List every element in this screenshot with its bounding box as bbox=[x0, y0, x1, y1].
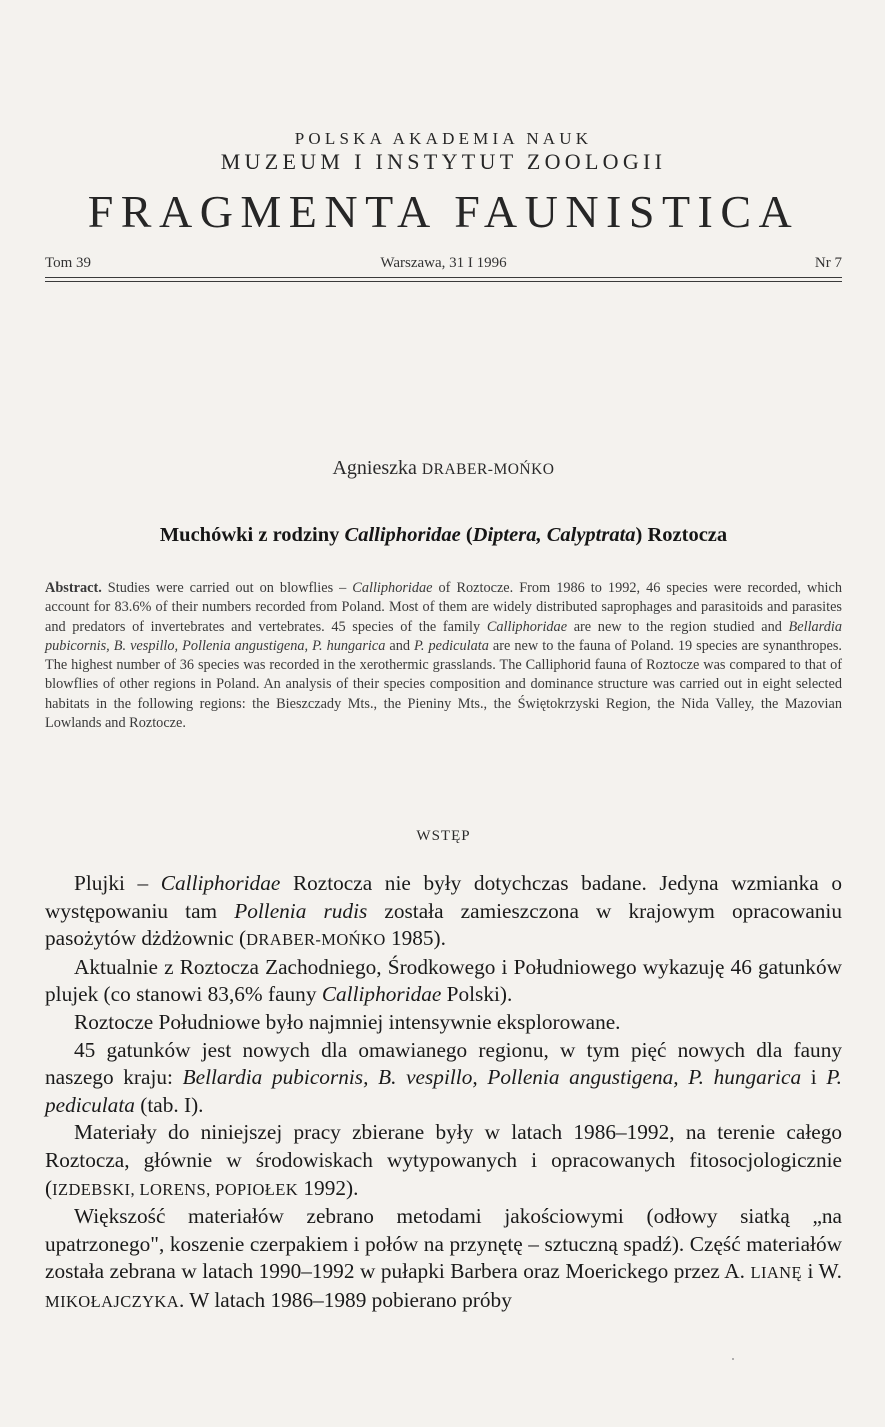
abstract-label: Abstract. bbox=[45, 580, 102, 596]
abstract: Abstract. Studies were carried out on blowflies – Calliphoridae of Roztocze. From 1986 to 1992, 46 species were recorded, which account for 83.6% of their numbers recorded from Poland. Most of them are widely distributed saprophages and parasitoids and parasites and predators of invertebrates and vertebrates. 45 species of the family Calliphoridae are new to the region studied and Bellardia pubicornis, B. vespillo, Pollenia angustigena, P. hungarica and P. pediculata are new to the fauna of Poland. 19 species are synanthropes. The highest number of 36 species was recorded in the xerothermic grasslands. The Calliphorid fauna of Roztocze was compared to that of blowflies of other regions in Poland. An analysis of their species composition and dominance structure was carried out in eight selected habitats in the following regions: the Bieszczady Mts., the Pieniny Mts., the Świętokrzyski Region, the Nida Valley, the Mazovian Lowlands and Roztocze. bbox=[45, 580, 842, 732]
volume-label: Tom 39 bbox=[45, 255, 92, 271]
paragraph-6: Większość materiałów zebrano metodami jakościowymi (odłowy siatką „na upatrzonego", koszenie czerpakiem i połów na przynętę – sztuczną spadź). Część materiałów została zebrana w latach 1990–1992 w pułapki Barbera oraz Moerickego przez A. LIANĘ i W. MIKOŁAJCZYKA. W latach 1986–1989 pobierano próby bbox=[45, 1204, 842, 1312]
author-name bbox=[45, 457, 842, 480]
place-date: Warszawa, 31 I 1996 bbox=[380, 255, 507, 271]
paragraph-2: Aktualnie z Roztocza Zachodniego, Środkowego i Południowego wykazuję 46 gatunków plujek (co stanowi 83,6% fauny Calliphoridae Polski). bbox=[45, 954, 842, 1007]
article-title: Muchówki z rodziny Calliphoridae (Diptera, Calyptrata) Roztocza bbox=[159, 524, 728, 546]
scan-speck bbox=[732, 1358, 734, 1360]
issue-info bbox=[45, 255, 842, 275]
journal-title: FRAGMENTA FAUNISTICA bbox=[87, 186, 800, 237]
academy-name: POLSKA AKADEMIA NAUK bbox=[294, 129, 593, 148]
paragraph-1: Plujki – Calliphoridae Roztocza nie były dotychczas badane. Jedyna wzmianka o występowaniu tam Pollenia rudis została zamieszczona w krajowym opracowaniu pasożytów dżdżownic (DRABER-MOŃKO 1985). bbox=[45, 871, 842, 951]
author-first-name: Agnieszka bbox=[332, 457, 417, 479]
paragraph-3: Roztocze Południowe było najmniej intensywnie eksplorowane. bbox=[74, 1009, 621, 1034]
paragraph-5: Materiały do niniejszej pracy zbierane były w latach 1986–1992, na terenie całego Roztocza, głównie w środowiskach wytypowanych i opracowanych fitosocjologicznie (IZDEBSKI, LORENS, POPIOŁEK 1992). bbox=[45, 1120, 842, 1200]
section-heading: WSTĘP bbox=[416, 828, 471, 844]
header-rule-bottom bbox=[45, 281, 842, 282]
body-text bbox=[45, 870, 842, 1316]
issue-number: Nr 7 bbox=[814, 255, 842, 271]
author-last-name: DRABER-MOŃKO bbox=[421, 461, 555, 478]
museum-name: MUZEUM I INSTYTUT ZOOLOGII bbox=[220, 149, 667, 174]
paragraph-4: 45 gatunków jest nowych dla omawianego regionu, w tym pięć nowych dla fauny naszego kraju: Bellardia pubicornis, B. vespillo, Pollenia angustigena, P. hungarica i P. pediculata (tab. I). bbox=[45, 1037, 842, 1117]
header-rule-top bbox=[45, 277, 842, 278]
